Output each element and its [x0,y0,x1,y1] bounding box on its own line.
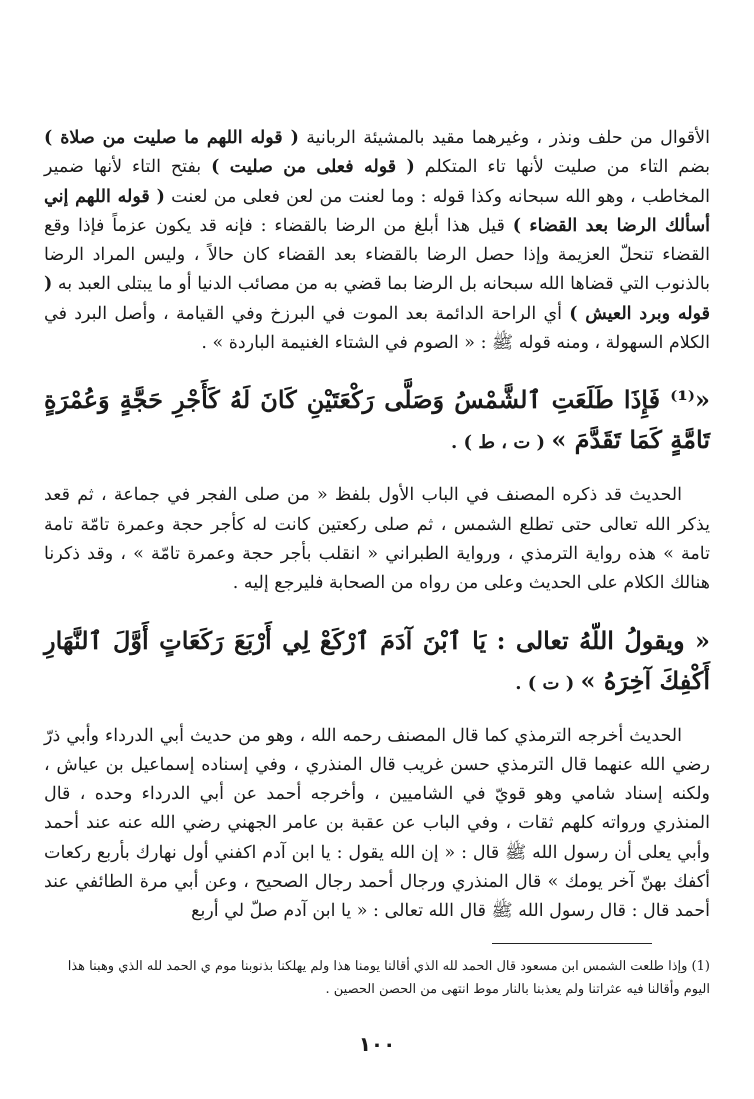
p2-run: الحديث قد ذكره المصنف في الباب الأول بلفظ « من صلى الفجر في جماعة ، ثم قعد يذكر الله تعالى حتى تطلع الشمس ، ثم صلى ركعتين كانت له كأجر حجة وعمرة تامّة تامة تامة » هذه رواية الترمذي ، ورواية الطبراني « انقلب بأجر حجة وعمرة تامّة » ، وقد ذكرنا هنالك الكلام على الحديث وعلى من رواه من الصحابة فليرجع إليه . [44,485,710,594]
commentary-paragraph-2 [44,481,710,598]
p1-run: ( قوله فعلى من صليت ) [211,157,415,178]
hadith-2-source: ( ت ) . [515,672,581,694]
p1-run: ( قوله اللهم ما صليت من صلاة ) [44,128,299,148]
p1-run: بضم التاء من صليت لأنها تاء المتكلم [414,157,710,178]
hadith-1-matn: «⁽¹⁾ فَإِذَا طَلَعَتِ ٱلشَّمْسُ وَصَلَّى رَكْعَتَيْنِ كَانَ لَهُ كَأَجْرِ حَجَّةٍ وَعُمْرَةٍ تَامَّةٍ كَمَا تَقَدَّمَ » [44,385,710,455]
page-body [44,124,710,927]
commentary-paragraph-3 [44,722,710,927]
p1-run: ( قوله وبرد العيش ) [44,274,710,324]
p1-run: الأقوال من حلف ونذر ، وغيرهما مقيد بالمشيئة الربانية [298,128,710,148]
p1-run: قيل هذا أبلغ من الرضا بالقضاء : فإنه قد يكون عزماً فإذا وقع القضاء تنحلّ العزيمة وإذا حصل الرضا بالقضاء بعد القضاء كان حالاً ، وليس المراد الرضا بالذنوب التي قضاها الله سبحانه بل الرضا بما قضي به من مصائب الدنيا أو ما يبتلى العبد به [44,215,710,295]
p3-run: الحديث أخرجه الترمذي كما قال المصنف رحمه الله ، وهو من حديث أبي الدرداء وأبي ذرّ رضي الله عنهما قال الترمذي حسن غريب قال المنذري ، وفي إسناده إسماعيل بن عياش ، ولكنه إسناد شامي وهو قويّ في الشاميين ، وأخرجه أحمد عن أبي الدرداء وحده ، قال المنذري ورواته كلهم ثقات ، وفي الباب عن عقبة بن عامر الجهني رضي الله عنه عند أحمد وأبي يعلى أن رسول الله ﷺ قال : « إن الله يقول : يا ابن آدم اكفني أول نهارك بأربع ركعات أكفك بهنّ آخر يومك » قال المنذري ورجال أحمد رجال الصحيح ، وعن أبي مرة الطائفي عند أحمد قال : قال رسول الله ﷺ قال الله تعالى : « يا ابن آدم صلّ لي أربع [44,725,710,922]
p1-run: أي الراحة الدائمة بعد الموت في البرزخ وفي القيامة ، وأصل البرد في الكلام السهولة ، ومنه قوله ﷺ : « الصوم في الشتاء الغنيمة الباردة » . [44,303,710,354]
commentary-paragraph-1 [44,124,710,358]
hadith-1-source: ( ت ، ط ) . [451,432,552,454]
p1-run: ( قوله اللهم إني أسألك الرضا بعد القضاء ) [44,186,710,236]
footnote-divider [492,943,652,944]
p1-run: بفتح التاء لأنها ضمير المخاطب ، وهو الله سبحانه وكذا قوله : وما لعنت من لعن فعلى من لعنت [44,157,711,207]
page-number: ١٠٠ [358,1032,396,1056]
hadith-2-matn: « ويقولُ اللّهُ تعالى : يَا ٱبْنَ آدَمَ ٱرْكَعْ لِي أَرْبَعَ رَكَعَاتٍ أَوَّلَ ٱلنَّهَارِ أَكْفِكَ آخِرَهُ » [44,625,711,695]
hadith-text-2 [44,621,710,704]
footnote: (1) وإذا طلعت الشمس ابن مسعود قال الحمد لله الذي أقالنا يومنا هذا ولم يهلكنا بذنوبنا موم ي الحمد لله الذي وهبنا هذا اليوم وأقالنا فيه عثراتنا ولم يعذبنا بالنار موط انتهى من الحصن الحصين . [67,959,710,997]
hadith-text-1 [44,380,710,463]
